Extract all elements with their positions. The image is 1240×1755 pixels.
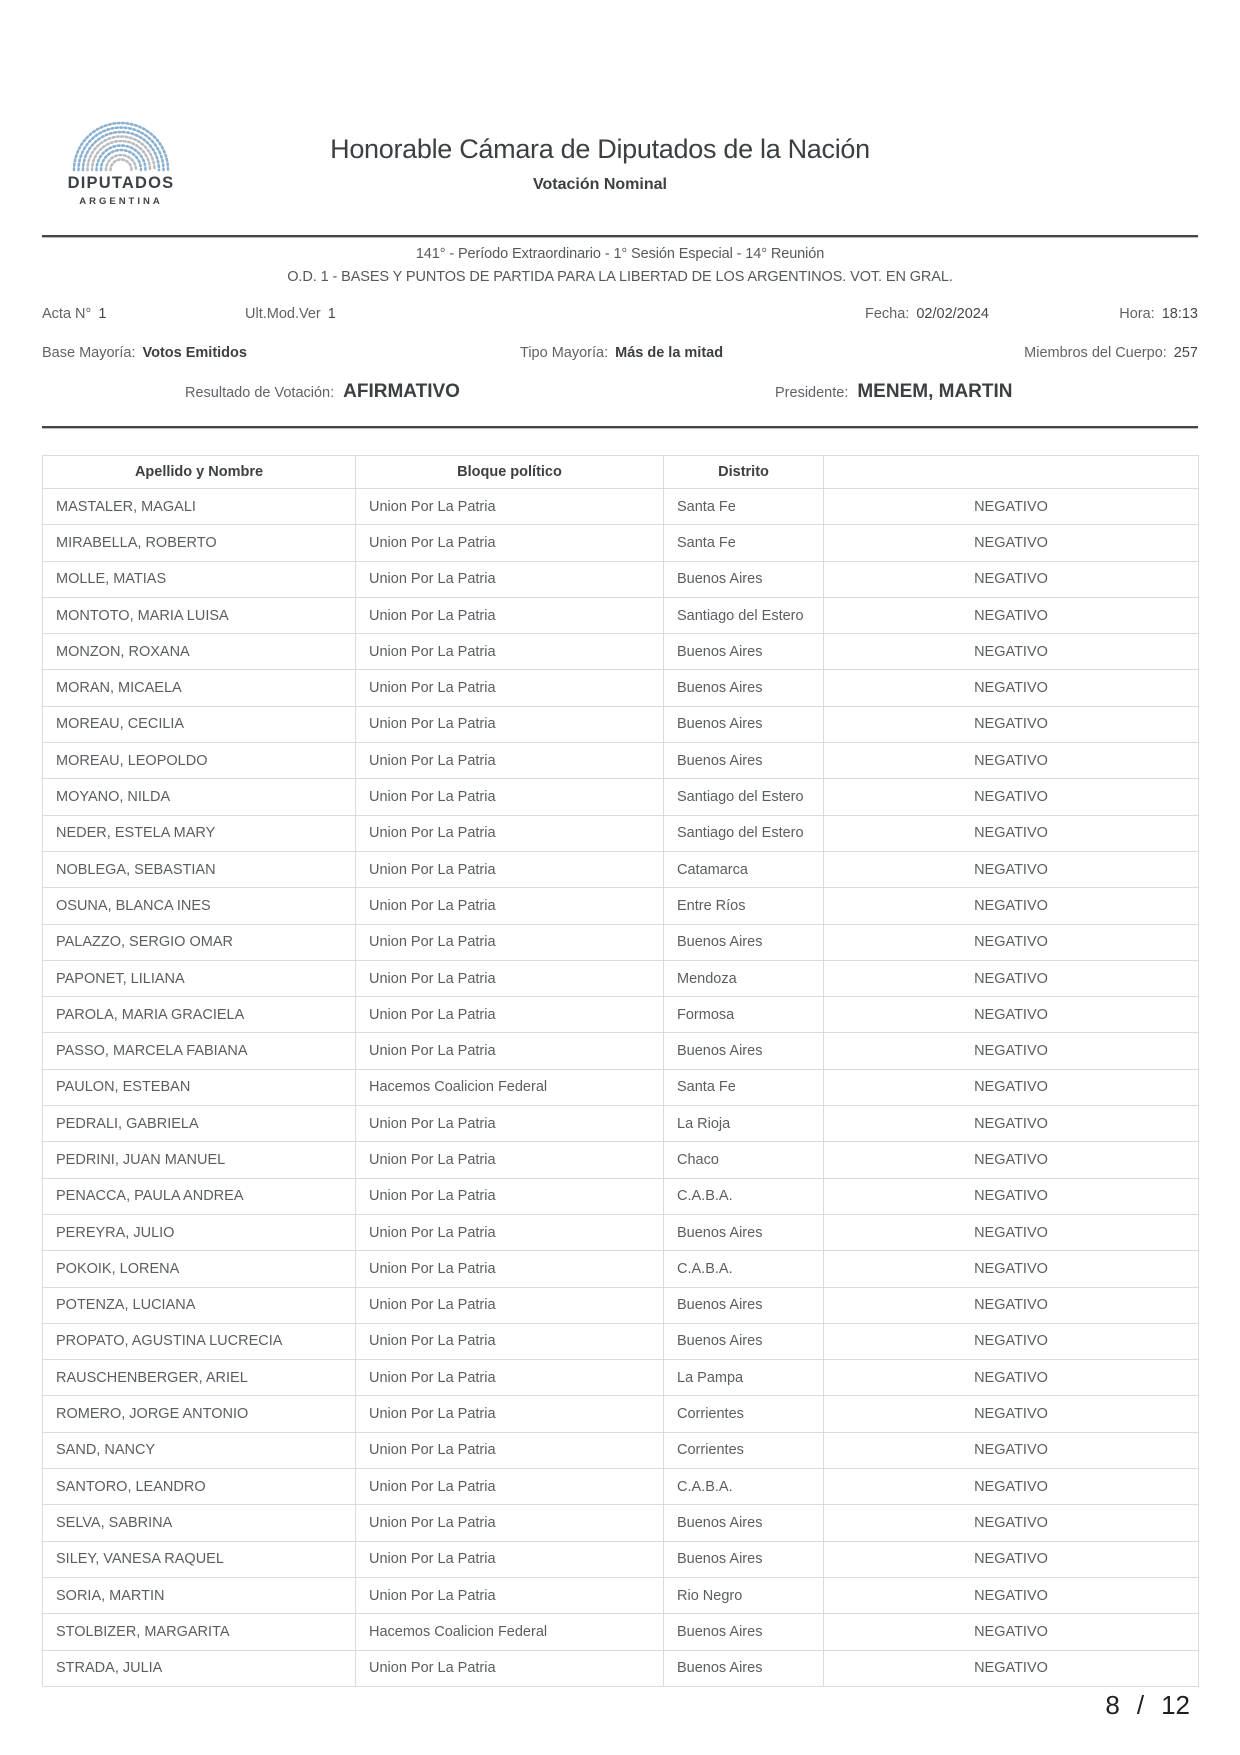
vote-value: NEGATIVO (824, 1541, 1199, 1577)
page-number-total: 12 (1161, 1690, 1190, 1720)
political-bloc: Union Por La Patria (356, 1033, 664, 1069)
deputy-name: MONTOTO, MARIA LUISA (43, 597, 356, 633)
table-row (43, 997, 1199, 1033)
vote-value: NEGATIVO (824, 815, 1199, 851)
political-bloc: Union Por La Patria (356, 997, 664, 1033)
table-row (43, 1505, 1199, 1541)
political-bloc: Union Por La Patria (356, 1106, 664, 1142)
vote-value: NEGATIVO (824, 1396, 1199, 1432)
deputy-name: NOBLEGA, SEBASTIAN (43, 851, 356, 887)
table-row (43, 1541, 1199, 1577)
vote-value: NEGATIVO (824, 1650, 1199, 1686)
hora-field (1119, 306, 1198, 322)
table-row (43, 1432, 1199, 1468)
table-row (43, 634, 1199, 670)
deputy-name: PAPONET, LILIANA (43, 960, 356, 996)
deputy-name: PEDRALI, GABRIELA (43, 1106, 356, 1142)
deputy-name: PASSO, MARCELA FABIANA (43, 1033, 356, 1069)
political-bloc: Union Por La Patria (356, 779, 664, 815)
district: Catamarca (664, 851, 824, 887)
table-row (43, 1577, 1199, 1613)
political-bloc: Union Por La Patria (356, 1287, 664, 1323)
table-row (43, 960, 1199, 996)
table-row (43, 1614, 1199, 1650)
political-bloc: Union Por La Patria (356, 1432, 664, 1468)
district: Corrientes (664, 1396, 824, 1432)
table-row (43, 1360, 1199, 1396)
deputy-name: PENACCA, PAULA ANDREA (43, 1178, 356, 1214)
district: Buenos Aires (664, 1541, 824, 1577)
miembros-label: Miembros del Cuerpo: (1024, 345, 1167, 361)
deputy-name: SELVA, SABRINA (43, 1505, 356, 1541)
vote-value: NEGATIVO (824, 1287, 1199, 1323)
vote-value: NEGATIVO (824, 1577, 1199, 1613)
table-row (43, 1251, 1199, 1287)
political-bloc: Union Por La Patria (356, 1505, 664, 1541)
vote-table-body (43, 489, 1199, 1687)
page-subtitle: Votación Nominal (533, 176, 667, 193)
vote-value: NEGATIVO (824, 1069, 1199, 1105)
deputy-name: PEDRINI, JUAN MANUEL (43, 1142, 356, 1178)
deputy-name: PALAZZO, SERGIO OMAR (43, 924, 356, 960)
political-bloc: Union Por La Patria (356, 489, 664, 525)
political-bloc: Union Por La Patria (356, 888, 664, 924)
deputy-name: MOREAU, LEOPOLDO (43, 743, 356, 779)
vote-value: NEGATIVO (824, 743, 1199, 779)
district: Buenos Aires (664, 1214, 824, 1250)
vote-value: NEGATIVO (824, 489, 1199, 525)
political-bloc: Union Por La Patria (356, 851, 664, 887)
acta-label: Acta N° (42, 306, 92, 322)
political-bloc: Union Por La Patria (356, 1214, 664, 1250)
miembros-field (1024, 345, 1198, 361)
political-bloc: Union Por La Patria (356, 634, 664, 670)
deputy-name: MOREAU, CECILIA (43, 706, 356, 742)
political-bloc: Union Por La Patria (356, 670, 664, 706)
deputy-name: MOYANO, NILDA (43, 779, 356, 815)
district: Santa Fe (664, 489, 824, 525)
table-row (43, 1469, 1199, 1505)
table-row (43, 525, 1199, 561)
vote-value: NEGATIVO (824, 1360, 1199, 1396)
deputy-name: PAULON, ESTEBAN (43, 1069, 356, 1105)
table-row (43, 1650, 1199, 1686)
session-line: 141° - Período Extraordinario - 1° Sesión Especial - 14° Reunión (415, 246, 825, 262)
political-bloc: Union Por La Patria (356, 815, 664, 851)
political-bloc: Union Por La Patria (356, 1178, 664, 1214)
political-bloc: Union Por La Patria (356, 1142, 664, 1178)
district: Buenos Aires (664, 1650, 824, 1686)
deputy-name: MASTALER, MAGALI (43, 489, 356, 525)
deputy-name: RAUSCHENBERGER, ARIEL (43, 1360, 356, 1396)
vote-table (42, 455, 1198, 1687)
table-row (43, 815, 1199, 851)
acta-value: 1 (98, 306, 107, 322)
district: Buenos Aires (664, 1323, 824, 1359)
political-bloc: Union Por La Patria (356, 743, 664, 779)
logo-title: DIPUTADOS (67, 174, 175, 192)
hora-value: 18:13 (1161, 306, 1198, 322)
presidente-field (775, 381, 1013, 403)
deputy-name: MORAN, MICAELA (43, 670, 356, 706)
district: Buenos Aires (664, 1614, 824, 1650)
political-bloc: Union Por La Patria (356, 960, 664, 996)
deputy-name: OSUNA, BLANCA INES (43, 888, 356, 924)
district: La Pampa (664, 1360, 824, 1396)
district: Santa Fe (664, 525, 824, 561)
district: La Rioja (664, 1106, 824, 1142)
political-bloc: Union Por La Patria (356, 1360, 664, 1396)
district: C.A.B.A. (664, 1178, 824, 1214)
district: Chaco (664, 1142, 824, 1178)
deputy-name: SILEY, VANESA RAQUEL (43, 1541, 356, 1577)
district: Formosa (664, 997, 824, 1033)
table-row (43, 888, 1199, 924)
vote-value: NEGATIVO (824, 888, 1199, 924)
table-header-row (43, 456, 1199, 489)
table-row (43, 561, 1199, 597)
table-row (43, 1069, 1199, 1105)
miembros-value: 257 (1173, 345, 1198, 361)
table-row (43, 1178, 1199, 1214)
table-row (43, 779, 1199, 815)
presidente-value: MENEM, MARTIN (857, 381, 1013, 402)
table-row (43, 743, 1199, 779)
table-row (43, 1033, 1199, 1069)
district: Santa Fe (664, 1069, 824, 1105)
deputy-name: NEDER, ESTELA MARY (43, 815, 356, 851)
district: Santiago del Estero (664, 597, 824, 633)
vote-value: NEGATIVO (824, 924, 1199, 960)
district: Buenos Aires (664, 706, 824, 742)
district: Buenos Aires (664, 1033, 824, 1069)
resultado-label: Resultado de Votación: (185, 385, 335, 401)
tipo-mayoria-value: Más de la mitad (615, 345, 724, 361)
vote-value: NEGATIVO (824, 960, 1199, 996)
political-bloc: Union Por La Patria (356, 706, 664, 742)
vote-value: NEGATIVO (824, 997, 1199, 1033)
table-row (43, 706, 1199, 742)
tipo-mayoria-field (520, 345, 723, 361)
order-of-day-line: O.D. 1 - BASES Y PUNTOS DE PARTIDA PARA LA LIBERTAD DE LOS ARGENTINOS. VOT. EN GRAL. (287, 269, 953, 285)
district: Buenos Aires (664, 1505, 824, 1541)
vote-value: NEGATIVO (824, 1469, 1199, 1505)
district: Buenos Aires (664, 924, 824, 960)
deputy-name: SORIA, MARTIN (43, 1577, 356, 1613)
political-bloc: Hacemos Coalicion Federal (356, 1614, 664, 1650)
meta-row-resultado (42, 381, 1198, 403)
vote-value: NEGATIVO (824, 1214, 1199, 1250)
vote-value: NEGATIVO (824, 561, 1199, 597)
table-row (43, 1142, 1199, 1178)
tipo-mayoria-label: Tipo Mayoría: (520, 345, 609, 361)
acta-field (42, 306, 106, 322)
vote-value: NEGATIVO (824, 706, 1199, 742)
district: C.A.B.A. (664, 1251, 824, 1287)
table-row (43, 1396, 1199, 1432)
divider-top (42, 235, 1198, 238)
district: Buenos Aires (664, 670, 824, 706)
vote-value: NEGATIVO (824, 670, 1199, 706)
vote-value: NEGATIVO (824, 1106, 1199, 1142)
district: Corrientes (664, 1432, 824, 1468)
version-label: Ult.Mod.Ver (245, 306, 321, 322)
logo-subtitle: ARGENTINA (79, 196, 163, 207)
deputy-name: PAROLA, MARIA GRACIELA (43, 997, 356, 1033)
deputy-name: POKOIK, LORENA (43, 1251, 356, 1287)
fecha-label: Fecha: (865, 306, 910, 322)
presidente-label: Presidente: (775, 385, 849, 401)
deputy-name: ROMERO, JORGE ANTONIO (43, 1396, 356, 1432)
base-mayoria-field (42, 345, 247, 361)
district: Rio Negro (664, 1577, 824, 1613)
deputy-name: MOLLE, MATIAS (43, 561, 356, 597)
table-row (43, 1323, 1199, 1359)
table-row (43, 851, 1199, 887)
political-bloc: Union Por La Patria (356, 1577, 664, 1613)
resultado-value: AFIRMATIVO (343, 381, 460, 402)
vote-value: NEGATIVO (824, 1432, 1199, 1468)
district: Entre Ríos (664, 888, 824, 924)
page-number-separator: / (1136, 1690, 1145, 1720)
base-mayoria-value: Votos Emitidos (142, 345, 247, 361)
deputy-name: MIRABELLA, ROBERTO (43, 525, 356, 561)
column-header-apellido: Apellido y Nombre (43, 456, 356, 489)
vote-value: NEGATIVO (824, 1033, 1199, 1069)
vote-value: NEGATIVO (824, 851, 1199, 887)
deputy-name: POTENZA, LUCIANA (43, 1287, 356, 1323)
resultado-field (185, 381, 460, 403)
hora-label: Hora: (1119, 306, 1155, 322)
column-header-distrito: Distrito (664, 456, 824, 489)
political-bloc: Union Por La Patria (356, 1323, 664, 1359)
base-mayoria-label: Base Mayoría: (42, 345, 136, 361)
version-value: 1 (327, 306, 336, 322)
column-header-bloque: Bloque político (356, 456, 664, 489)
vote-value: NEGATIVO (824, 1614, 1199, 1650)
column-header-voto (824, 456, 1199, 489)
vote-value: NEGATIVO (824, 597, 1199, 633)
vote-value: NEGATIVO (824, 1505, 1199, 1541)
political-bloc: Union Por La Patria (356, 924, 664, 960)
meta-row-acta (42, 306, 1198, 328)
table-row (43, 1214, 1199, 1250)
vote-value: NEGATIVO (824, 1142, 1199, 1178)
page-title: Honorable Cámara de Diputados de la Nación (330, 134, 870, 164)
meta-row-mayoria (42, 345, 1198, 367)
deputy-name: STRADA, JULIA (43, 1650, 356, 1686)
deputy-name: MONZON, ROXANA (43, 634, 356, 670)
political-bloc: Union Por La Patria (356, 1541, 664, 1577)
vote-value: NEGATIVO (824, 779, 1199, 815)
district: Buenos Aires (664, 634, 824, 670)
divider-middle (42, 426, 1198, 429)
table-row (43, 597, 1199, 633)
table-row (43, 489, 1199, 525)
table-row (43, 670, 1199, 706)
district: Santiago del Estero (664, 815, 824, 851)
district: Mendoza (664, 960, 824, 996)
district: C.A.B.A. (664, 1469, 824, 1505)
political-bloc: Union Por La Patria (356, 1650, 664, 1686)
vote-value: NEGATIVO (824, 1323, 1199, 1359)
district: Buenos Aires (664, 1287, 824, 1323)
political-bloc: Union Por La Patria (356, 561, 664, 597)
political-bloc: Union Por La Patria (356, 1469, 664, 1505)
district: Santiago del Estero (664, 779, 824, 815)
political-bloc: Union Por La Patria (356, 597, 664, 633)
table-row (43, 924, 1199, 960)
deputy-name: SANTORO, LEANDRO (43, 1469, 356, 1505)
deputy-name: SAND, NANCY (43, 1432, 356, 1468)
deputy-name: PEREYRA, JULIO (43, 1214, 356, 1250)
fecha-field (865, 306, 989, 322)
deputy-name: PROPATO, AGUSTINA LUCRECIA (43, 1323, 356, 1359)
fecha-value: 02/02/2024 (916, 306, 989, 322)
page-number-current: 8 (1105, 1690, 1120, 1720)
table-row (43, 1287, 1199, 1323)
version-field (245, 306, 336, 322)
vote-value: NEGATIVO (824, 1178, 1199, 1214)
deputy-name: STOLBIZER, MARGARITA (43, 1614, 356, 1650)
political-bloc: Hacemos Coalicion Federal (356, 1069, 664, 1105)
table-row (43, 1106, 1199, 1142)
political-bloc: Union Por La Patria (356, 525, 664, 561)
page-number (1105, 1690, 1190, 1721)
political-bloc: Union Por La Patria (356, 1251, 664, 1287)
vote-value: NEGATIVO (824, 634, 1199, 670)
vote-value: NEGATIVO (824, 525, 1199, 561)
district: Buenos Aires (664, 743, 824, 779)
vote-value: NEGATIVO (824, 1251, 1199, 1287)
political-bloc: Union Por La Patria (356, 1396, 664, 1432)
district: Buenos Aires (664, 561, 824, 597)
